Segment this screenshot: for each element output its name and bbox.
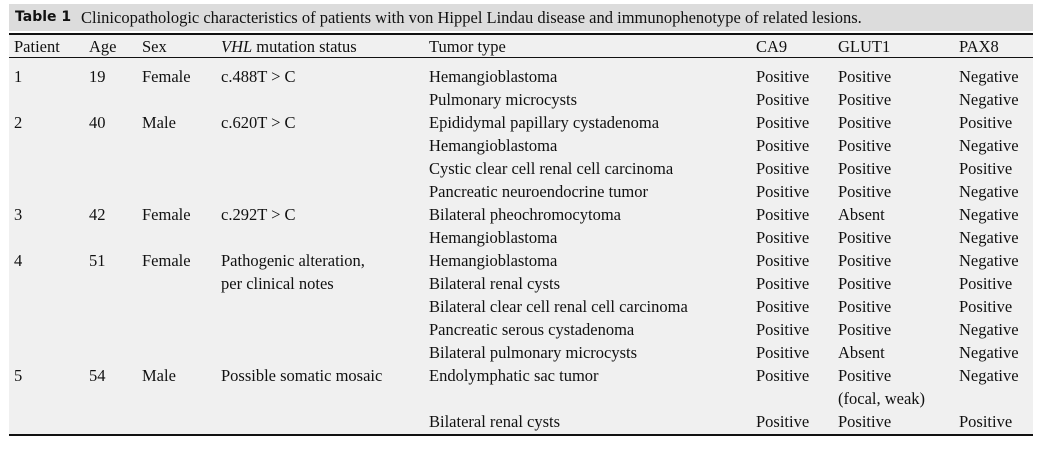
- tumor-type-cell: Pulmonary microcysts: [429, 90, 578, 109]
- patient-cell: 3: [14, 205, 23, 224]
- glut1-cell-note: (focal, weak): [838, 389, 926, 408]
- pax8-cell: Negative: [959, 182, 1019, 201]
- age-cell: 40: [89, 113, 106, 132]
- ca9-cell: Positive: [756, 136, 810, 155]
- ca9-cell: Positive: [756, 320, 810, 339]
- age-cell: 19: [89, 67, 106, 86]
- glut1-cell: Positive: [838, 274, 892, 293]
- tumor-type-cell: Bilateral pulmonary microcysts: [429, 343, 638, 362]
- tumor-type-cell: Bilateral renal cysts: [429, 274, 561, 293]
- pax8-cell: Negative: [959, 251, 1019, 270]
- glut1-cell: Positive: [838, 412, 892, 431]
- age-cell: 54: [89, 366, 106, 385]
- header-vhl-gene: VHL: [221, 37, 253, 56]
- pax8-cell: Negative: [959, 90, 1019, 109]
- pax8-cell: Positive: [959, 412, 1013, 431]
- pax8-cell: Negative: [959, 320, 1019, 339]
- sex-cell: Female: [142, 251, 191, 270]
- glut1-cell: Positive: [838, 251, 892, 270]
- header-age: Age: [89, 37, 117, 56]
- ca9-cell: Positive: [756, 67, 810, 86]
- table-number-label: Table 1: [15, 9, 72, 25]
- table-caption: [9, 4, 1033, 31]
- tumor-type-cell: Bilateral pheochromocytoma: [429, 205, 621, 224]
- glut1-cell: Positive: [838, 90, 892, 109]
- tumor-type-cell: Pancreatic serous cystadenoma: [429, 320, 635, 339]
- header-glut1: GLUT1: [838, 37, 891, 56]
- ca9-cell: Positive: [756, 205, 810, 224]
- sex-cell: Male: [142, 366, 176, 385]
- mutation-status-cell: c.292T > C: [221, 205, 296, 224]
- ca9-cell: Positive: [756, 412, 810, 431]
- tumor-type-cell: Cystic clear cell renal cell carcinoma: [429, 159, 674, 178]
- patient-cell: 2: [14, 113, 23, 132]
- glut1-cell: Positive: [838, 67, 892, 86]
- age-cell: 42: [89, 205, 106, 224]
- glut1-cell: Positive: [838, 113, 892, 132]
- bottom-rule: [9, 434, 1033, 436]
- header-mutation-status: mutation status: [252, 37, 357, 56]
- glut1-cell: Positive: [838, 366, 892, 385]
- age-cell: 51: [89, 251, 106, 270]
- ca9-cell: Positive: [756, 343, 810, 362]
- sex-cell: Male: [142, 113, 176, 132]
- pax8-cell: Positive: [959, 159, 1013, 178]
- header-sex: Sex: [142, 37, 167, 56]
- header-ca9: CA9: [756, 37, 788, 56]
- ca9-cell: Positive: [756, 113, 810, 132]
- glut1-cell: Positive: [838, 159, 892, 178]
- tumor-type-cell: Hemangioblastoma: [429, 136, 558, 155]
- header-tumor-type: Tumor type: [429, 37, 506, 56]
- tumor-type-cell: Hemangioblastoma: [429, 228, 558, 247]
- pax8-cell: Negative: [959, 67, 1019, 86]
- pax8-cell: Negative: [959, 205, 1019, 224]
- glut1-cell: Positive: [838, 182, 892, 201]
- patient-cell: 4: [14, 251, 23, 270]
- tumor-type-cell: Epididymal papillary cystadenoma: [429, 113, 660, 132]
- header-vhl-mutation-status: [221, 36, 357, 58]
- glut1-cell: Positive: [838, 136, 892, 155]
- sex-cell: Female: [142, 67, 191, 86]
- pax8-cell: Negative: [959, 228, 1019, 247]
- pax8-cell: Negative: [959, 343, 1019, 362]
- ca9-cell: Positive: [756, 366, 810, 385]
- patient-cell: 1: [14, 67, 23, 86]
- pax8-cell: Negative: [959, 366, 1019, 385]
- tumor-type-cell: Bilateral renal cysts: [429, 412, 561, 431]
- glut1-cell: Positive: [838, 297, 892, 316]
- tumor-type-cell: Hemangioblastoma: [429, 67, 558, 86]
- glut1-cell: Absent: [838, 343, 885, 362]
- pax8-cell: Positive: [959, 297, 1013, 316]
- mutation-status-cell: Pathogenic alteration,: [221, 251, 365, 270]
- pax8-cell: Positive: [959, 274, 1013, 293]
- sex-cell: Female: [142, 205, 191, 224]
- ca9-cell: Positive: [756, 182, 810, 201]
- tumor-type-cell: Pancreatic neuroendocrine tumor: [429, 182, 648, 201]
- mutation-status-cell: Possible somatic mosaic: [221, 366, 383, 385]
- glut1-cell: Absent: [838, 205, 885, 224]
- ca9-cell: Positive: [756, 90, 810, 109]
- tumor-type-cell: Hemangioblastoma: [429, 251, 558, 270]
- ca9-cell: Positive: [756, 251, 810, 270]
- mutation-status-cell: per clinical notes: [221, 274, 334, 293]
- ca9-cell: Positive: [756, 159, 810, 178]
- glut1-cell: Positive: [838, 320, 892, 339]
- ca9-cell: Positive: [756, 274, 810, 293]
- tumor-type-cell: Endolymphatic sac tumor: [429, 366, 599, 385]
- mutation-status-cell: c.620T > C: [221, 113, 296, 132]
- glut1-cell: Positive: [838, 228, 892, 247]
- ca9-cell: Positive: [756, 297, 810, 316]
- pax8-cell: Negative: [959, 136, 1019, 155]
- mutation-status-cell: c.488T > C: [221, 67, 296, 86]
- ca9-cell: Positive: [756, 228, 810, 247]
- header-patient: Patient: [14, 37, 60, 56]
- pax8-cell: Positive: [959, 113, 1013, 132]
- header-pax8: PAX8: [959, 37, 999, 56]
- tumor-type-cell: Bilateral clear cell renal cell carcinoma: [429, 297, 688, 316]
- patient-cell: 5: [14, 366, 23, 385]
- table-caption-text: Clinicopathologic characteristics of patients with von Hippel Lindau disease and immunophenotype of related lesions.: [81, 8, 862, 27]
